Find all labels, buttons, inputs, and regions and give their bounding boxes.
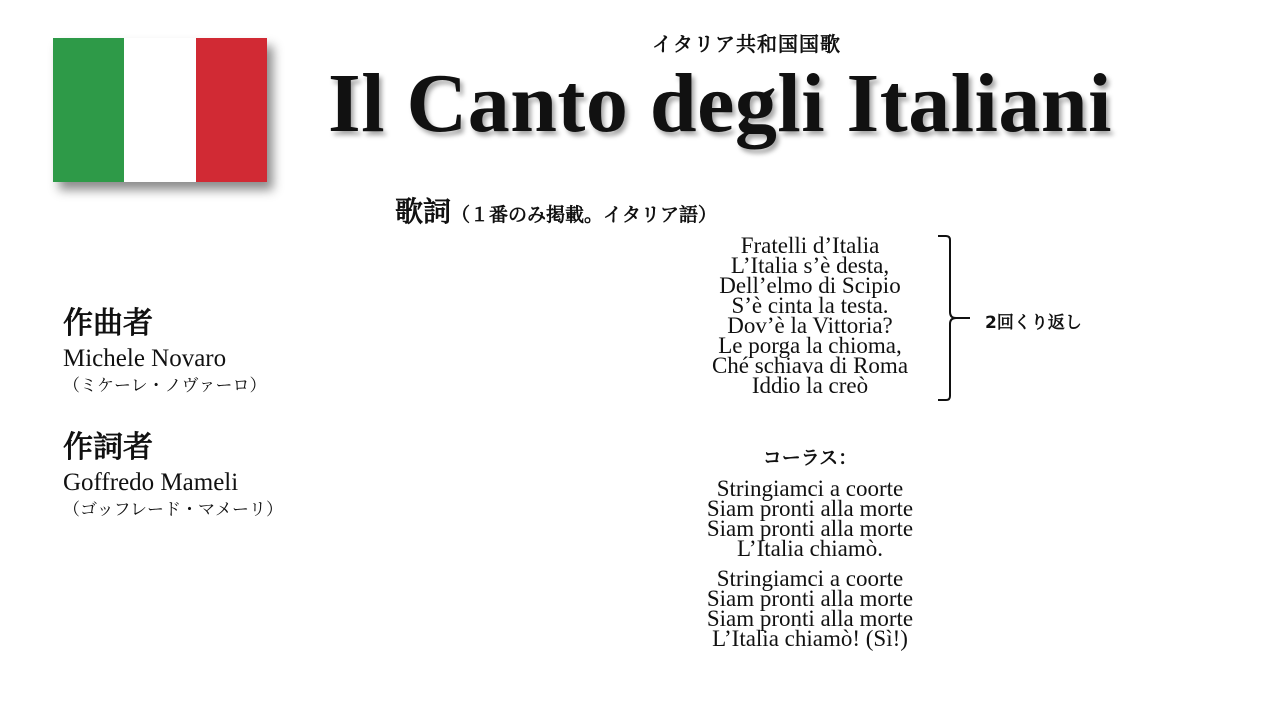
verse-line: S’è cinta la testa. — [731, 293, 889, 318]
lyrics-heading-note: （１番のみ掲載。イタリア語） — [451, 204, 718, 226]
chorus-line: L’Italia chiamò! (Sì!) — [712, 626, 908, 651]
chorus-line: Siam pronti alla morte — [706, 516, 914, 541]
lyrics-heading-main: 歌詞 — [395, 195, 452, 228]
verse-line: Iddio la creò — [751, 373, 869, 398]
chorus-stanza-first — [600, 476, 1020, 561]
composer-role-label: 作曲者 — [63, 306, 153, 341]
lyricist-credit — [63, 430, 283, 522]
repeat-note: 2回くり返し — [985, 313, 1082, 333]
lyrics-heading — [395, 190, 717, 230]
verse-line: Dov’è la Vittoria? — [727, 313, 893, 338]
verse-line: Ché schiava di Roma — [711, 353, 909, 378]
verse-line: Le porga la chioma, — [718, 333, 902, 358]
flag-white-band — [124, 38, 195, 182]
chorus-line: Siam pronti alla morte — [706, 606, 914, 631]
lyricist-role-label: 作詞者 — [63, 430, 153, 465]
flag-red-band — [196, 38, 267, 182]
page-title: Il Canto degli Italiani — [328, 57, 1112, 150]
verse-line: Fratelli d’Italia — [740, 233, 880, 258]
flag-green-band — [53, 38, 124, 182]
page-subtitle: イタリア共和国国歌 — [652, 32, 841, 56]
chorus-label: コーラス： — [762, 447, 858, 469]
chorus-line: Stringiamci a coorte — [716, 566, 904, 591]
verse-line: Dell’elmo di Scipio — [719, 273, 901, 298]
composer-name: Michele Novaro — [63, 345, 227, 372]
chorus-line: Siam pronti alla morte — [706, 496, 914, 521]
repeat-bracket-icon — [936, 234, 976, 402]
chorus-line: Stringiamci a coorte — [716, 476, 904, 501]
chorus-stanza-second — [600, 566, 1020, 651]
verse-line: L’Italia s’è desta, — [730, 253, 890, 278]
composer-credit — [63, 306, 267, 398]
chorus-line: L’Italia chiamò. — [736, 536, 884, 561]
lyricist-name-kana: （ゴッフレード・マメーリ） — [63, 500, 283, 520]
lyricist-name: Goffredo Mameli — [63, 469, 239, 496]
italian-flag — [53, 38, 267, 182]
chorus-line: Siam pronti alla morte — [706, 586, 914, 611]
composer-name-kana: （ミケーレ・ノヴァーロ） — [63, 376, 267, 396]
